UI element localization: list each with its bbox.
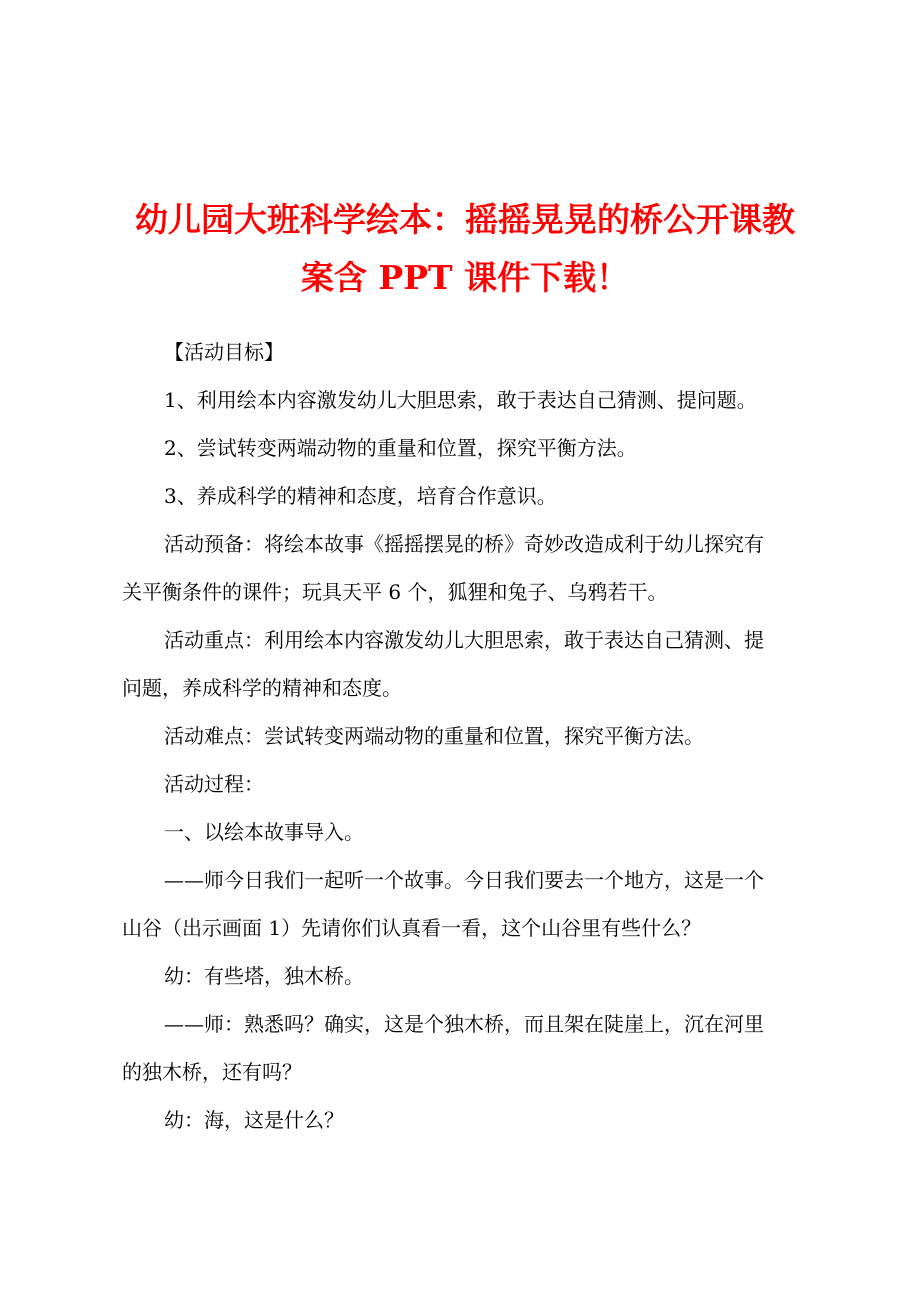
paragraph	[122, 960, 812, 1008]
paragraph-line: 活动预备：将绘本故事《摇摇摆晃的桥》奇妙改造成利于幼儿探究有	[164, 532, 764, 556]
paragraph-line: ——师今日我们一起听一个故事。今日我们要去一个地方，这是一个	[164, 868, 764, 892]
paragraph	[122, 768, 812, 816]
paragraph-line: 关平衡条件的课件；玩具天平 6 个，狐狸和兔子、乌鸦若干。	[122, 580, 668, 604]
paragraph	[122, 1008, 812, 1104]
paragraph	[122, 528, 812, 624]
paragraph	[122, 336, 812, 384]
paragraph-line: 活动重点：利用绘本内容激发幼儿大胆思索，敢于表达自己猜测、提	[164, 628, 764, 652]
paragraph-line: 一、以绘本故事导入。	[164, 820, 364, 844]
document-body	[122, 336, 812, 1152]
paragraph	[122, 624, 812, 720]
paragraph-line: 2、尝试转变两端动物的重量和位置，探究平衡方法。	[164, 436, 637, 460]
paragraph-line: 幼：有些塔，独木桥。	[164, 964, 364, 988]
paragraph	[122, 432, 812, 480]
paragraph	[122, 816, 812, 864]
paragraph-line: 3、养成科学的精神和态度，培育合作意识。	[164, 484, 557, 508]
paragraph-line: ——师：熟悉吗？确实，这是个独木桥，而且架在陡崖上，沉在河里	[164, 1012, 764, 1036]
paragraph	[122, 720, 812, 768]
paragraph-line: 问题，养成科学的精神和态度。	[122, 676, 402, 700]
paragraph	[122, 864, 812, 960]
paragraph-line: 【活动目标】	[164, 340, 284, 364]
document-title-line-1: 幼儿园大班科学绘本：摇摇晃晃的桥公开课教	[135, 200, 795, 239]
paragraph-line: 活动难点：尝试转变两端动物的重量和位置，探究平衡方法。	[164, 724, 704, 748]
paragraph-line: 幼：海，这是什么？	[164, 1108, 344, 1132]
document-title-line-2: 案含 PPT 课件下载！	[300, 258, 630, 297]
paragraph	[122, 1104, 812, 1152]
paragraph-line: 1、利用绘本内容激发幼儿大胆思索，敢于表达自己猜测、提问题。	[164, 388, 757, 412]
paragraph-line: 山谷（出示画面 1）先请你们认真看一看，这个山谷里有些什么？	[122, 916, 702, 940]
paragraph-line: 活动过程：	[164, 772, 264, 796]
paragraph-line: 的独木桥，还有吗？	[122, 1060, 302, 1084]
paragraph	[122, 480, 812, 528]
paragraph	[122, 384, 812, 432]
